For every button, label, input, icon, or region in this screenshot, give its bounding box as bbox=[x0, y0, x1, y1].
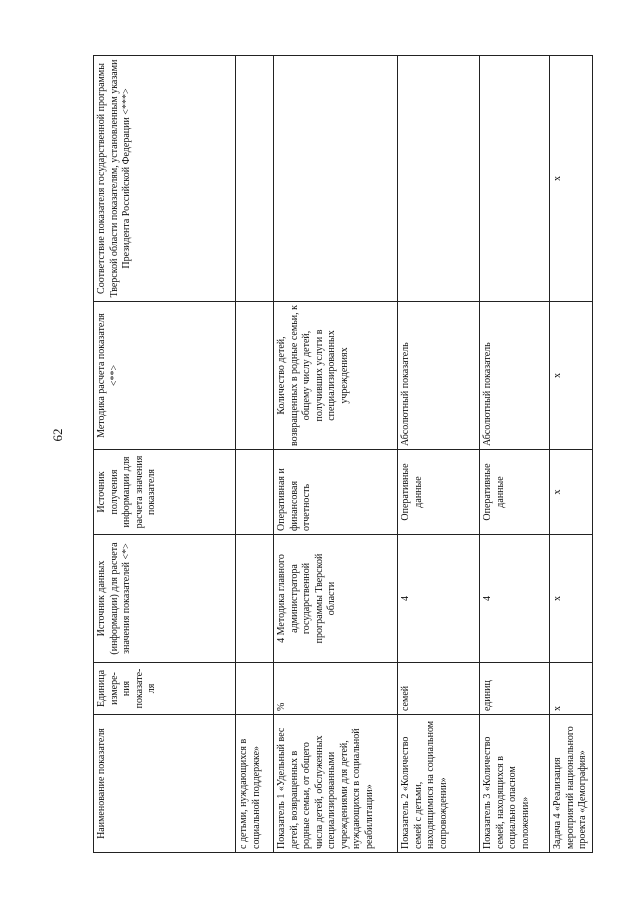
table-cell: Показатель 3 «Количество семей, находящихся в социально опасном положении» bbox=[480, 715, 550, 853]
table-cell: Абсолютный показатель bbox=[480, 302, 550, 450]
table-cell bbox=[398, 56, 480, 302]
table-row bbox=[550, 56, 593, 853]
indicators-table bbox=[93, 55, 593, 853]
table-cell: х bbox=[550, 56, 593, 302]
table-cell: % bbox=[274, 663, 398, 715]
table-cell: 4 bbox=[398, 535, 480, 663]
table-cell: х bbox=[550, 663, 593, 715]
header-cell: Источник данных (информации) для расчета значения показателей <*> bbox=[94, 535, 236, 663]
table-header-row bbox=[94, 56, 236, 853]
table-cell: Оперативные данные bbox=[480, 450, 550, 535]
header-cell: Соответствие показателя государственной программы Тверской области показателям, установленным указами Президента Российской Федерации <***> bbox=[94, 56, 236, 302]
rotated-page-content bbox=[93, 56, 588, 853]
table-cell: Оперативная и финансовая отчетность bbox=[274, 450, 398, 535]
page-number: 62 bbox=[50, 428, 65, 442]
table-row bbox=[274, 56, 398, 853]
table-cell bbox=[236, 663, 274, 715]
table-cell: единиц bbox=[480, 663, 550, 715]
table-cell: Оперативные данные bbox=[398, 450, 480, 535]
table-cell bbox=[236, 450, 274, 535]
table-row bbox=[236, 56, 274, 853]
table-cell bbox=[480, 56, 550, 302]
table-cell bbox=[236, 535, 274, 663]
table-cell: Абсолютный показатель bbox=[398, 302, 480, 450]
table-cell: семей bbox=[398, 663, 480, 715]
table-cell: 4 Методика главного администратора государственной программы Тверской области bbox=[274, 535, 398, 663]
table-cell bbox=[236, 56, 274, 302]
table-cell: с детьми, нуждающихся в социальной поддержке» bbox=[236, 715, 274, 853]
table-cell: х bbox=[550, 302, 593, 450]
table-row bbox=[398, 56, 480, 853]
header-cell: Единица измере-ния показате-ля bbox=[94, 663, 236, 715]
table-cell bbox=[274, 56, 398, 302]
table-cell: 4 bbox=[480, 535, 550, 663]
table-cell: х bbox=[550, 535, 593, 663]
table-cell: х bbox=[550, 450, 593, 535]
table-cell: Показатель 1 «Удельный вес детей, возвращенных в родные семьи, от общего числа детей, обслуженных специализированными учреждениями для детей, нуждающихся в социальной реабилитации» bbox=[274, 715, 398, 853]
header-cell: Методика расчета показателя <**> bbox=[94, 302, 236, 450]
header-cell: Наименование показателя bbox=[94, 715, 236, 853]
table-row bbox=[480, 56, 550, 853]
table-cell: Количество детей, возвращенных в родные семьи, к общему числу детей, получивших услуги в специализированных учреждениях bbox=[274, 302, 398, 450]
table-cell bbox=[236, 302, 274, 450]
table-cell: Показатель 2 «Количество семей с детьми, находящимися на социальном сопровождении» bbox=[398, 715, 480, 853]
header-cell: Источник получения информации для расчета значения показателя bbox=[94, 450, 236, 535]
table-cell: Задача 4 «Реализация мероприятий национального проекта «Демография» bbox=[550, 715, 593, 853]
